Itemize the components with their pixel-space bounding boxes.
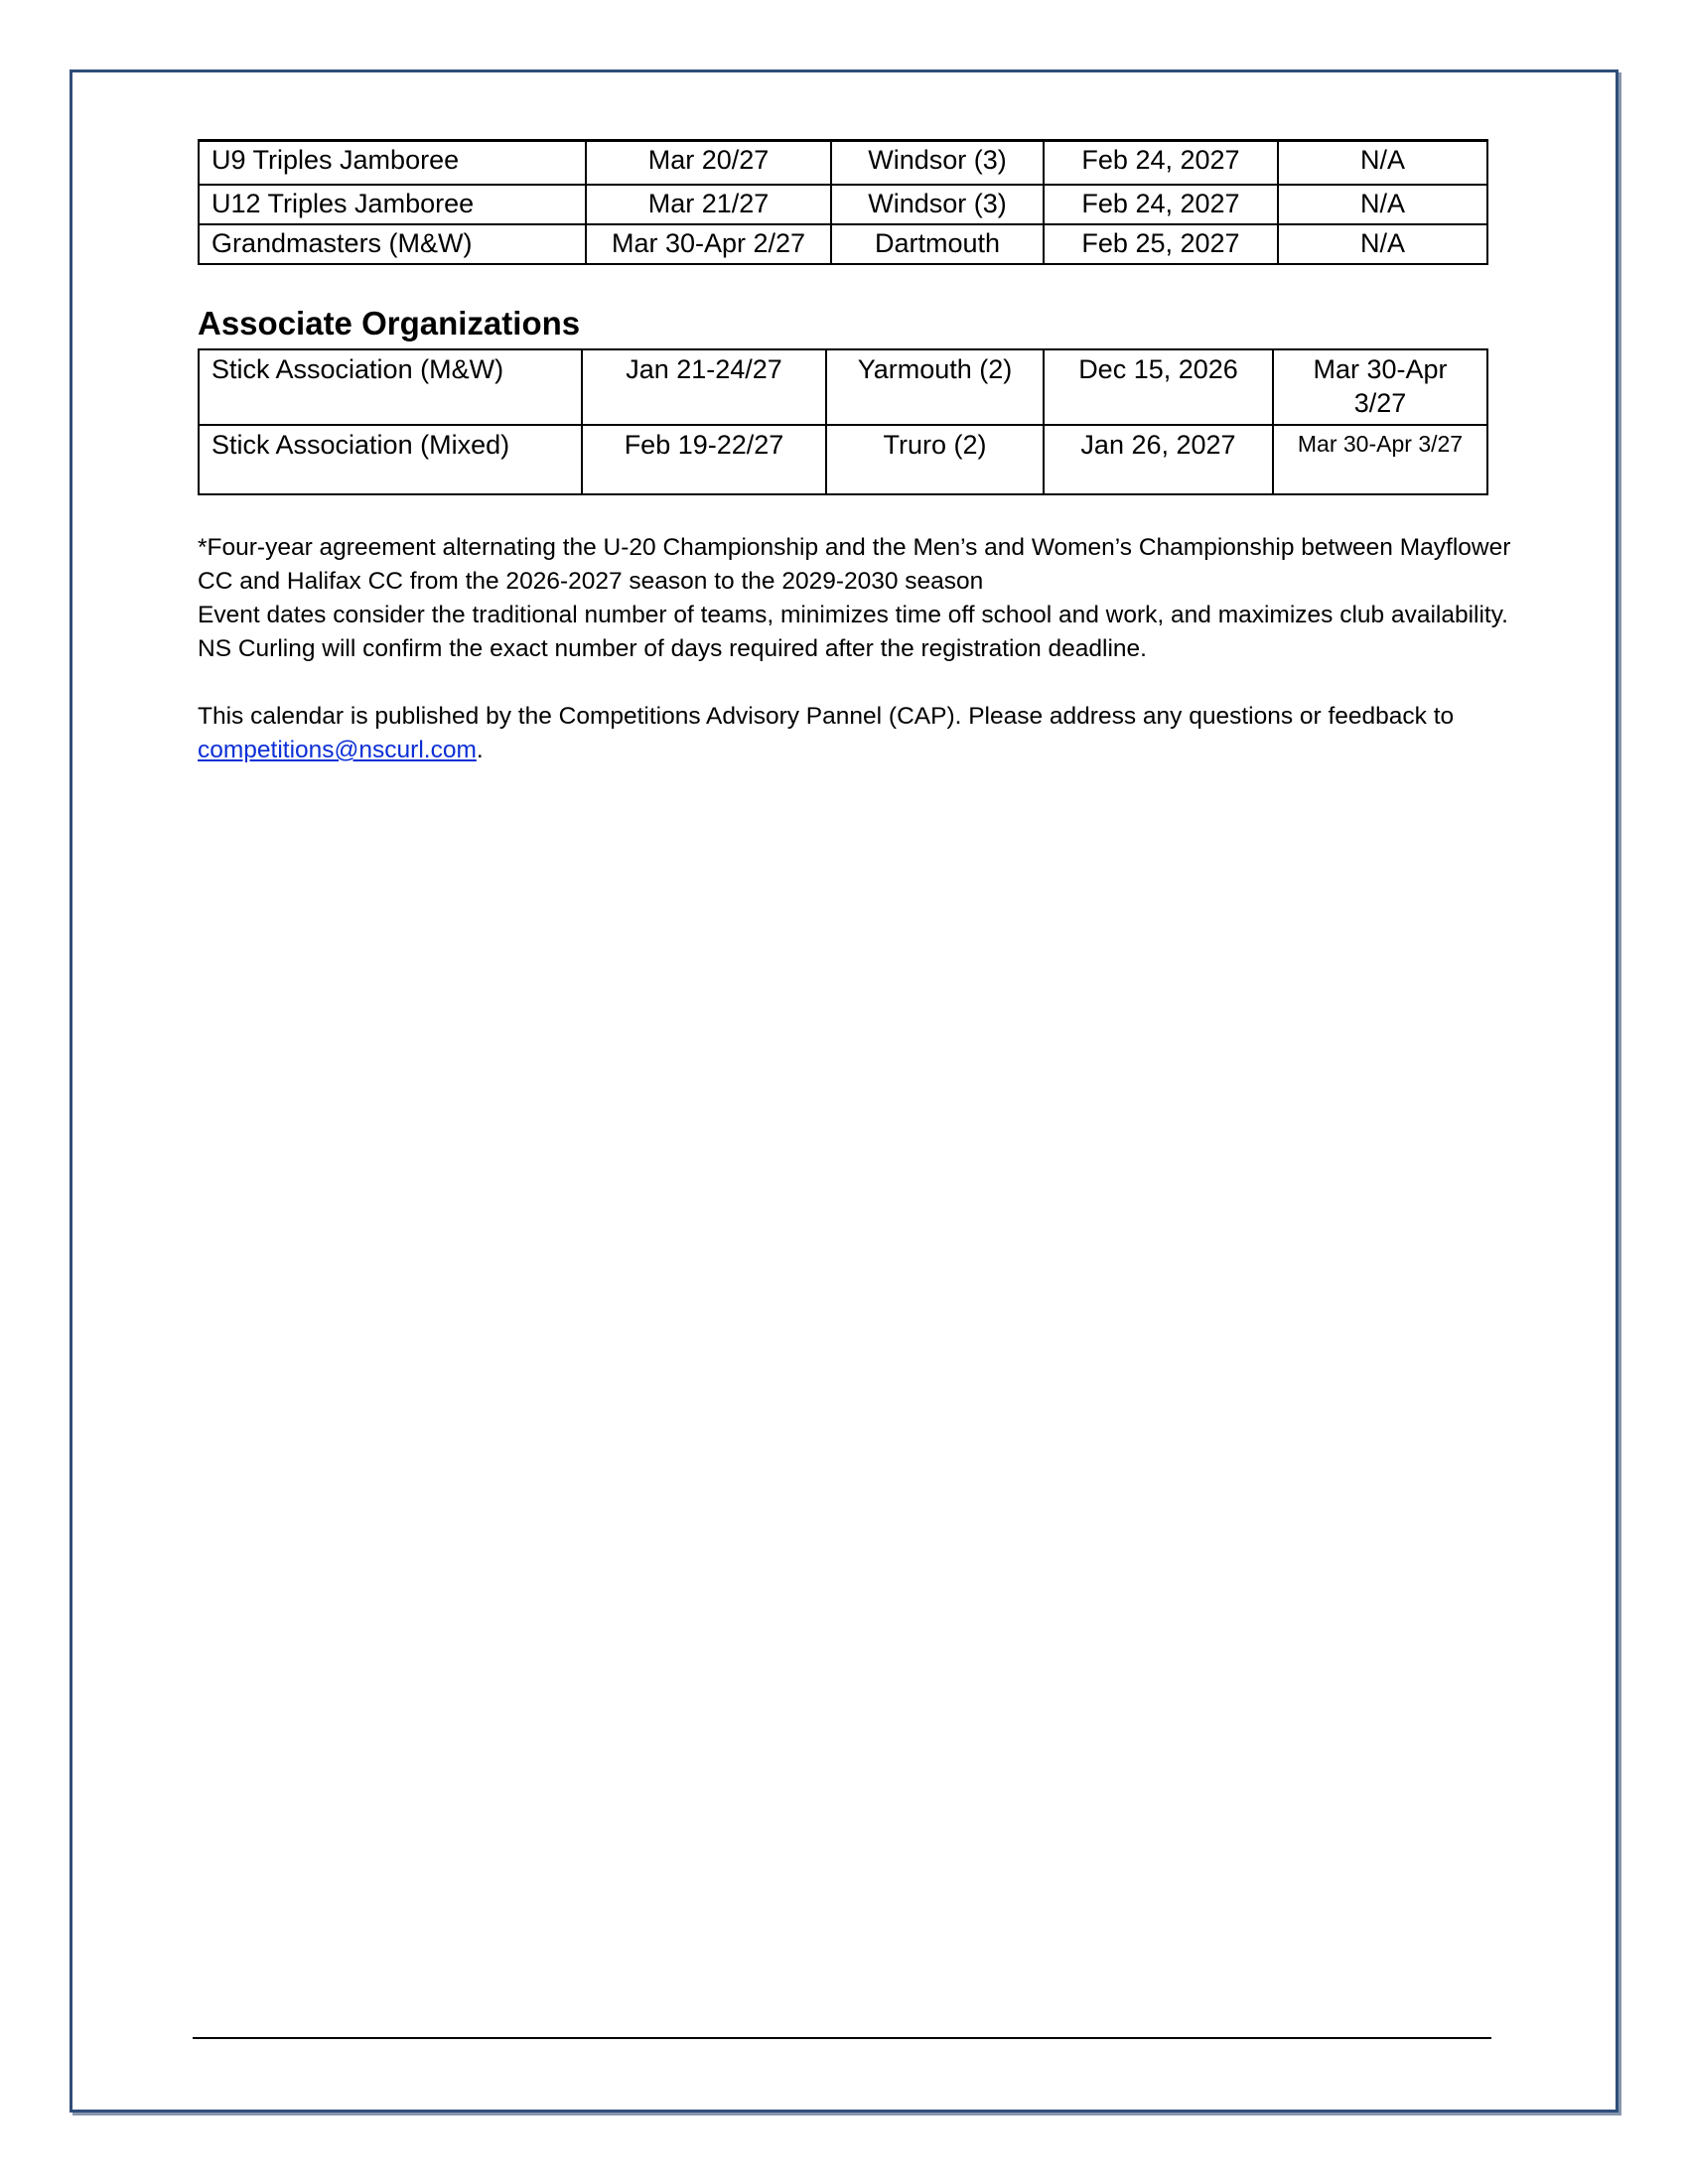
footer-rule (193, 2037, 1491, 2039)
event-dates: Feb 19-22/27 (582, 425, 826, 494)
table-row (199, 185, 1487, 224)
publication-text: This calendar is published by the Competitions Advisory Pannel (CAP). Please address any questions or feedback to (198, 703, 1455, 730)
period: . (476, 737, 484, 763)
event-dates: Jan 21-24/27 (582, 349, 826, 425)
section-heading: Associate Organizations (198, 305, 581, 341)
table-row (199, 349, 1487, 425)
event-deadline: Feb 25, 2027 (1044, 224, 1278, 264)
event-name: Grandmasters (M&W) (199, 224, 586, 264)
spacer (198, 666, 1518, 700)
table-row (199, 141, 1487, 185)
events-table (198, 139, 1488, 265)
event-dates: Mar 20/27 (586, 141, 831, 185)
event-dates: Mar 30-Apr 2/27 (586, 224, 831, 264)
notes (198, 531, 1518, 767)
event-deadline: Jan 26, 2027 (1044, 425, 1273, 494)
event-name: U9 Triples Jamboree (199, 141, 586, 185)
event-extra: Mar 30-Apr 3/27 (1273, 425, 1487, 494)
publication-note (198, 700, 1518, 767)
table-row (199, 425, 1487, 494)
event-deadline: Feb 24, 2027 (1044, 185, 1278, 224)
event-location: Windsor (3) (831, 185, 1044, 224)
event-extra: N/A (1278, 185, 1487, 224)
email-link[interactable]: competitions@nscurl.com (198, 737, 477, 763)
event-location: Windsor (3) (831, 141, 1044, 185)
event-extra: Mar 30-Apr 3/27 (1273, 349, 1487, 425)
event-location: Yarmouth (2) (826, 349, 1044, 425)
event-name: Stick Association (M&W) (199, 349, 582, 425)
event-dates-note: Event dates consider the traditional number of teams, minimizes time off school and work, and maximizes club availability. NS Curling will confirm the exact number of days required after the registration deadline. (198, 602, 1508, 662)
event-location: Truro (2) (826, 425, 1044, 494)
associate-table (198, 348, 1488, 495)
event-extra: N/A (1278, 224, 1487, 264)
event-dates: Mar 21/27 (586, 185, 831, 224)
agreement-note: *Four-year agreement alternating the U-20 Championship and the Men’s and Women’s Championship between Mayflower CC and Halifax CC from the 2026-2027 season to the 2029-2030 season (198, 534, 1511, 595)
table-row (199, 224, 1487, 264)
event-deadline: Dec 15, 2026 (1044, 349, 1273, 425)
event-name: U12 Triples Jamboree (199, 185, 586, 224)
event-deadline: Feb 24, 2027 (1044, 141, 1278, 185)
event-name: Stick Association (Mixed) (199, 425, 582, 494)
event-extra: N/A (1278, 141, 1487, 185)
event-location: Dartmouth (831, 224, 1044, 264)
